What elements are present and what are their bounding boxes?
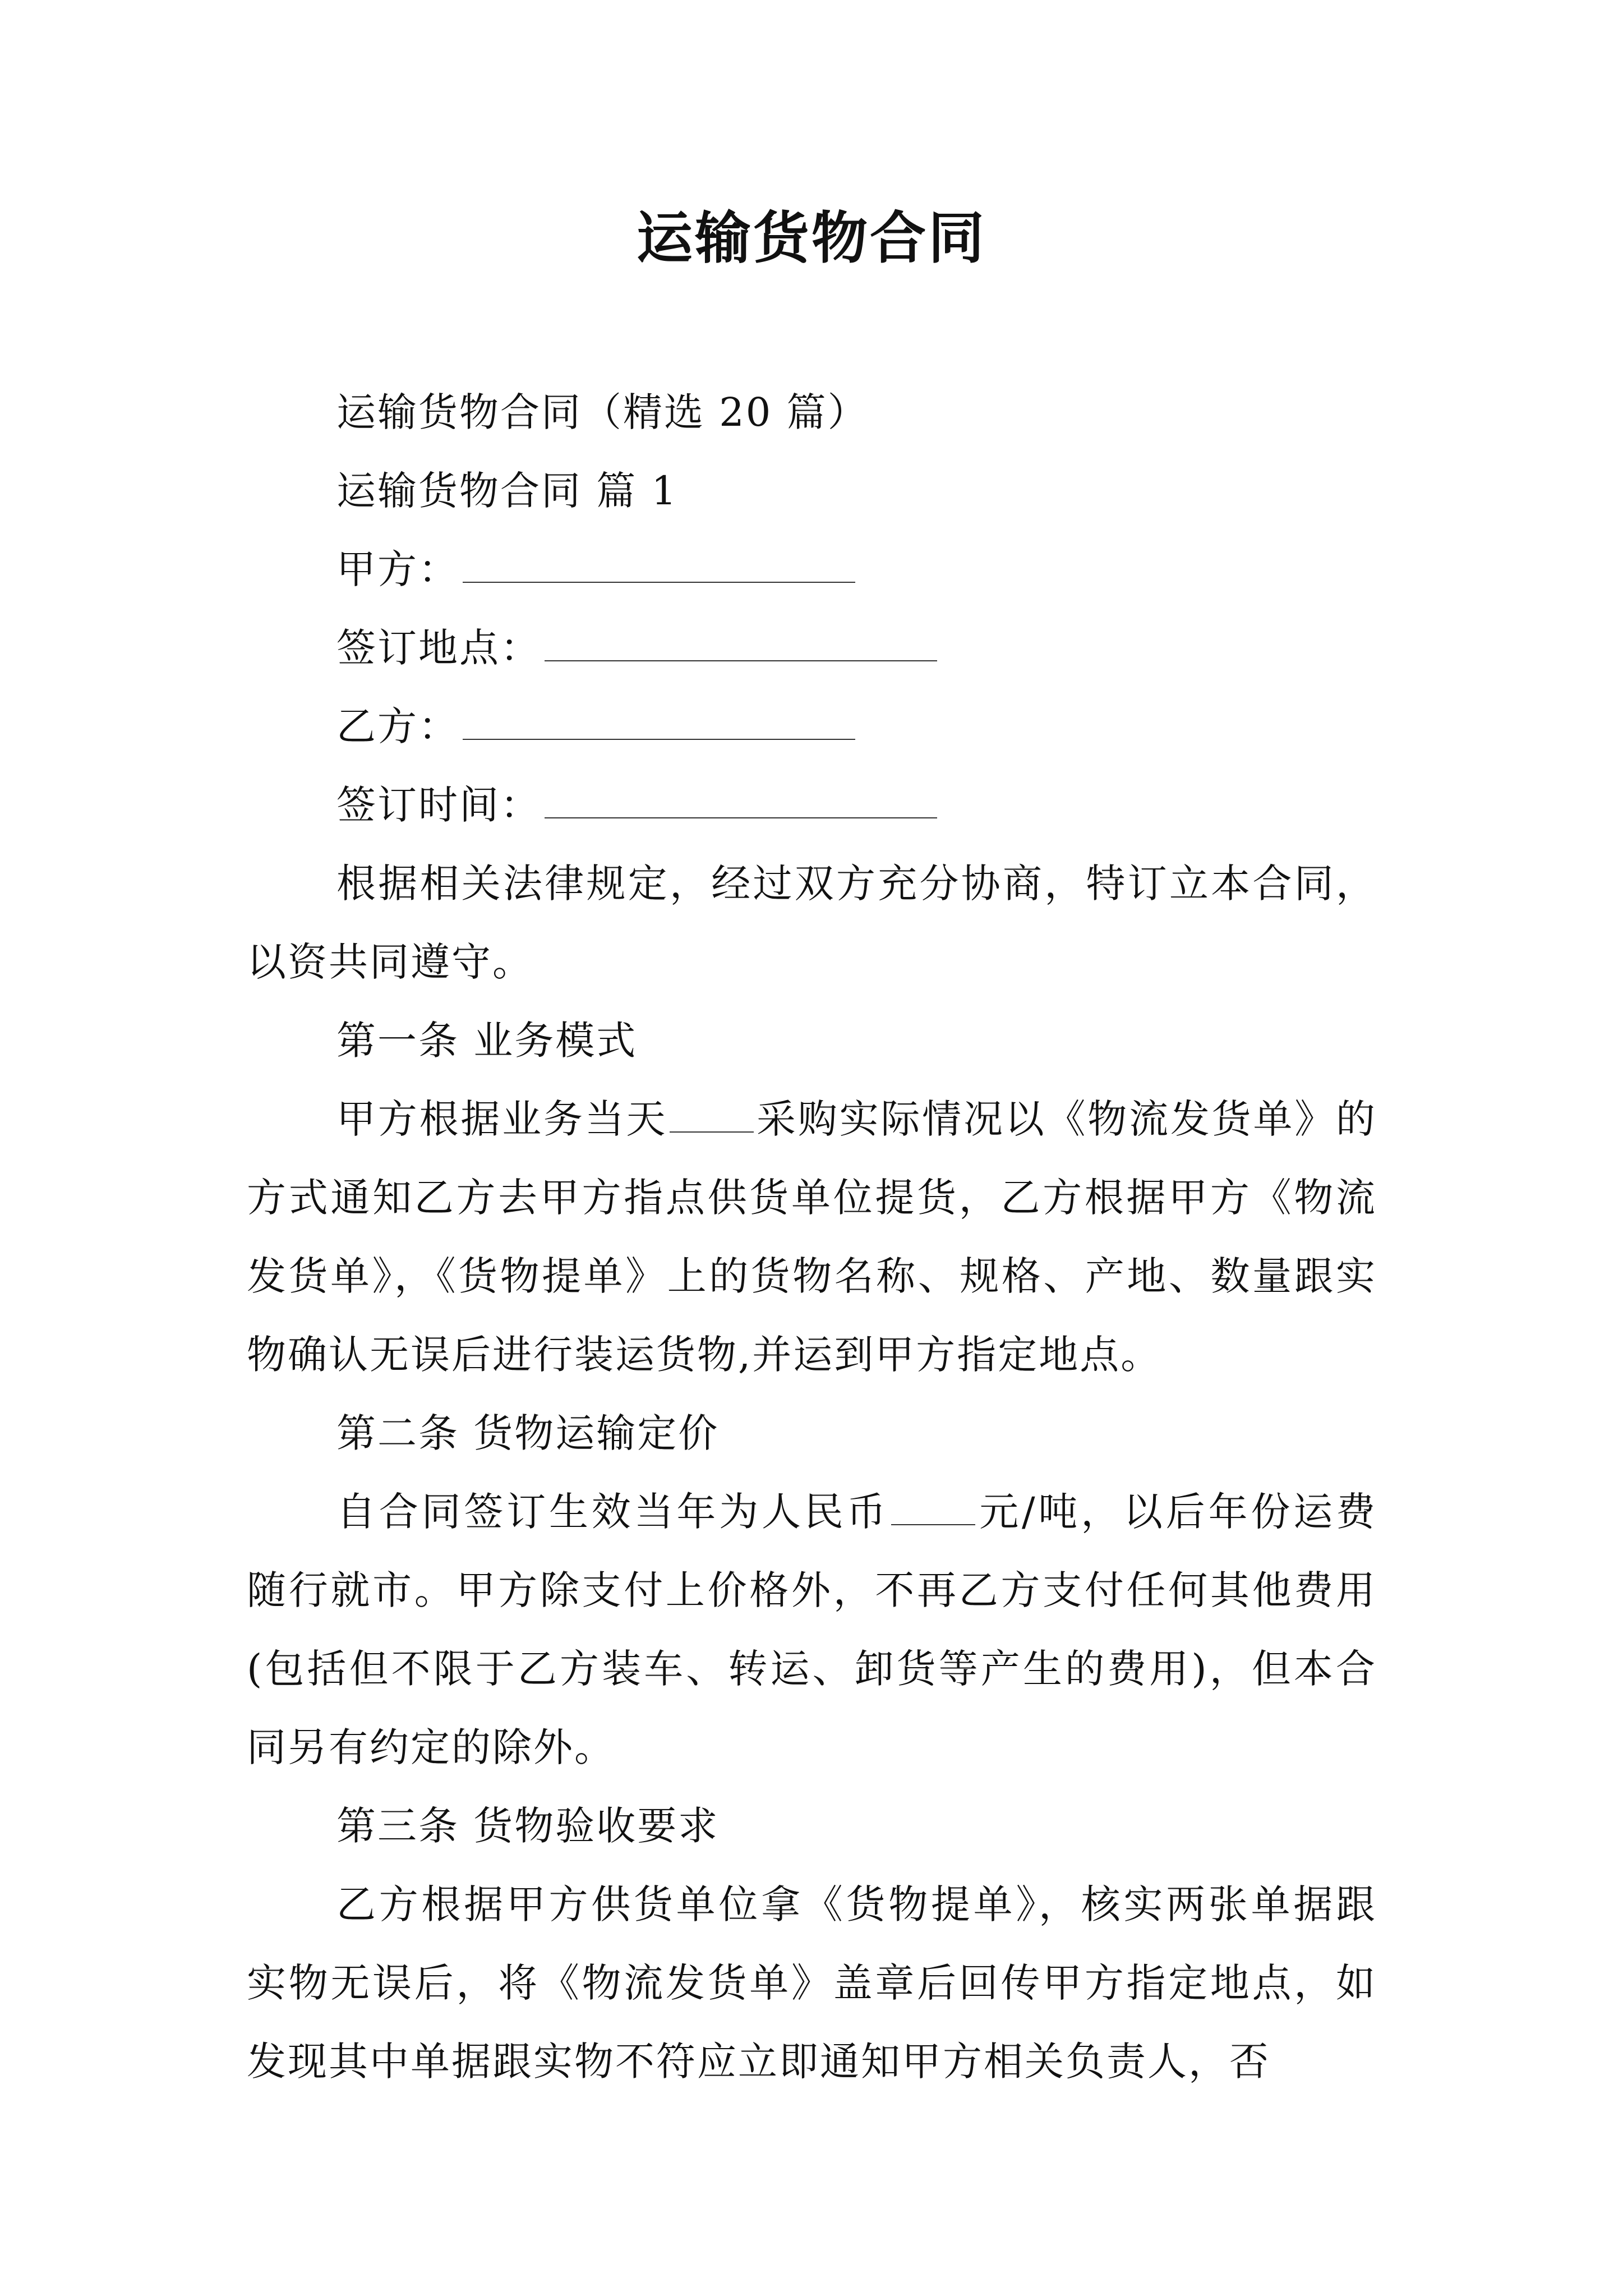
subtitle: 运输货物合同（精选 20 篇） <box>336 389 869 435</box>
article3-heading: 第三条 货物验收要求 <box>336 1803 720 1849</box>
sign-time-blank <box>545 795 937 818</box>
party-a-blank <box>463 559 855 583</box>
sign-place-row <box>247 609 1377 687</box>
article1-text-a: 甲方根据业务当天 <box>336 1096 668 1142</box>
document-body <box>247 373 1377 2101</box>
section-heading: 运输货物合同 篇 1 <box>336 468 679 514</box>
article2-blank <box>891 1507 975 1525</box>
intro-paragraph: 根据相关法律规定，经过双方充分协商，特订立本合同，以资共同遵守。 <box>247 861 1377 985</box>
article2-paragraph <box>247 1473 1377 1787</box>
sign-place-blank <box>545 638 937 661</box>
party-a-label: 甲方： <box>336 546 459 592</box>
article2-text-a: 自合同签订生效当年为人民币 <box>336 1489 889 1535</box>
article2-text-b: 元/吨，以后年份运费随行就市。甲方除支付上价格外，不再乙方支付任何其他费用(包括但不限于乙方装车、转运、卸货等产生的费用)，但本合同另有约定的除外。 <box>247 1489 1377 1770</box>
article1-heading: 第一条 业务模式 <box>336 1018 638 1064</box>
article1-paragraph <box>247 1080 1377 1394</box>
party-a-row <box>247 530 1377 609</box>
party-b-blank <box>463 716 855 740</box>
sign-place-label: 签订地点： <box>336 625 541 671</box>
sign-time-label: 签订时间： <box>336 782 541 828</box>
party-b-label: 乙方： <box>336 703 459 749</box>
article1-text-b: 采购实际情况以《物流发货单》的方式通知乙方去甲方指点供货单位提货，乙方根据甲方《物流发货单》，《货物提单》上的货物名称、规格、产地、数量跟实物确认无误后进行装运货物,并运到甲方指定地点。 <box>247 1096 1377 1378</box>
document-title: 运输货物合同 <box>637 205 986 271</box>
sign-time-row <box>247 766 1377 844</box>
article3-paragraph: 乙方根据甲方供货单位拿《货物提单》，核实两张单据跟实物无误后，将《物流发货单》盖章后回传甲方指定地点，如发现其中单据跟实物不符应立即通知甲方相关负责人，否 <box>247 1881 1377 2085</box>
article2-heading: 第二条 货物运输定价 <box>336 1410 720 1456</box>
party-b-row <box>247 687 1377 766</box>
article1-blank <box>670 1115 754 1133</box>
